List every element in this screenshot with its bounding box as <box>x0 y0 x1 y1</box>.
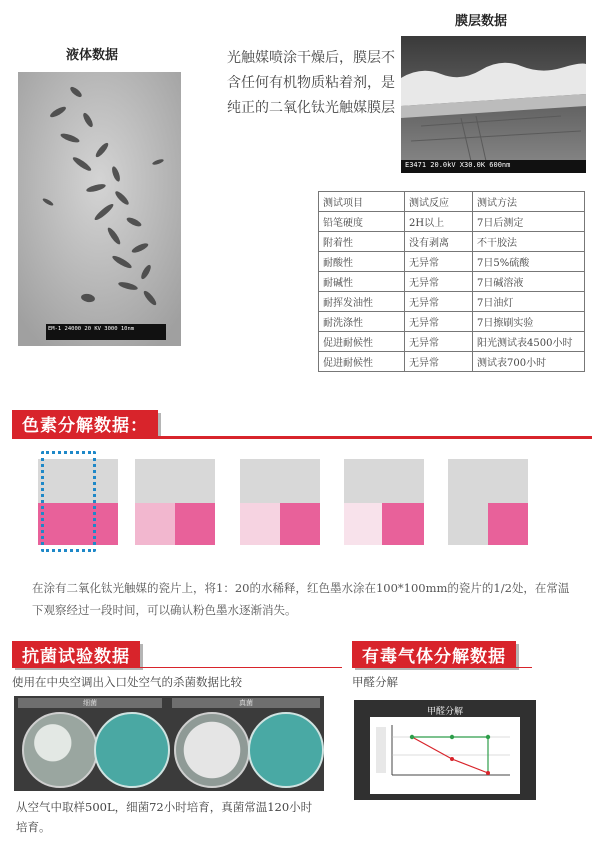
antibacterial-description: 从空气中取样500L，细菌72小时培育，真菌常温120小时培育。 <box>16 800 313 834</box>
antibacterial-banner: 抗菌试验数据 <box>12 641 140 667</box>
formaldehyde-chart-plot <box>370 717 520 794</box>
table-cell: 无异常 <box>405 252 473 272</box>
table-cell: 无异常 <box>405 312 473 332</box>
toxic-gas-divider <box>352 667 532 668</box>
table-cell: 无异常 <box>405 292 473 312</box>
film-data-title: 膜层数据 <box>455 14 508 29</box>
bacteria-label: 细菌 <box>18 698 162 708</box>
table-row <box>319 212 585 232</box>
petri-dish-panel <box>14 696 324 791</box>
film-sem-image <box>401 36 586 173</box>
formaldehyde-chart-title: 甲醛分解 <box>426 707 463 717</box>
toxic-gas-banner: 有毒气体分解数据 <box>352 641 516 667</box>
table-row <box>319 232 585 252</box>
film-description: 光触媒喷涂干燥后，膜层不含任何有机物质粘着剂，是纯正的二氧化钛光触媒膜层 <box>227 50 395 116</box>
table-cell: 铅笔硬度 <box>319 212 405 232</box>
table-cell: 7日5%硫酸 <box>473 252 585 272</box>
bacteria-dish-treated <box>94 712 170 788</box>
table-row <box>319 312 585 332</box>
table-cell: 测试项目 <box>319 192 405 212</box>
table-cell: 耐挥发油性 <box>319 292 405 312</box>
table-cell: 无异常 <box>405 272 473 292</box>
table-cell: 不干胶法 <box>473 232 585 252</box>
table-cell: 测试反应 <box>405 192 473 212</box>
table-cell: 耐洗涤性 <box>319 312 405 332</box>
liquid-data-title: 液体数据 <box>66 48 119 63</box>
table-row <box>319 332 585 352</box>
pigment-divider <box>12 436 592 439</box>
table-cell: 无异常 <box>405 352 473 372</box>
table-row <box>319 292 585 312</box>
fungi-label: 真菌 <box>172 698 320 708</box>
fungi-dish-control <box>174 712 250 788</box>
film-scale-label: E3471 20.0kV X30.0K 600nm <box>405 161 511 169</box>
table-cell: 阳光测试表4500小时 <box>473 332 585 352</box>
toxic-gas-subtitle: 甲醛分解 <box>352 675 398 689</box>
table-header-row <box>319 192 585 212</box>
table-cell: 测试表700小时 <box>473 352 585 372</box>
table-cell: 耐碱性 <box>319 272 405 292</box>
liquid-scale-label: EM-1 24000 20 KV 3000 10nm <box>48 326 135 332</box>
table-row <box>319 352 585 372</box>
table-cell: 无异常 <box>405 332 473 352</box>
table-row <box>319 272 585 292</box>
table-row <box>319 252 585 272</box>
antibacterial-subtitle: 使用在中央空调出入口处空气的杀菌数据比较 <box>12 675 242 689</box>
pigment-description: 在涂有二氧化钛光触媒的瓷片上，将1：20的水稀释，红色墨水涂在100*100mm的瓷片的1/2处，在常温下观察经过一段时间，可以确认粉色墨水逐渐消失。 <box>32 581 570 617</box>
table-cell: 耐酸性 <box>319 252 405 272</box>
antibacterial-divider <box>12 667 342 668</box>
table-cell: 没有剥离 <box>405 232 473 252</box>
table-cell: 附着性 <box>319 232 405 252</box>
table-cell: 促进耐候性 <box>319 332 405 352</box>
highlight-dotted-frame <box>41 451 96 552</box>
pigment-tile-4 <box>344 459 424 545</box>
formaldehyde-chart <box>354 700 536 800</box>
table-cell: 7日碱溶液 <box>473 272 585 292</box>
test-results-table <box>318 191 585 372</box>
table-cell: 7日擦刷实验 <box>473 312 585 332</box>
pigment-tile-5 <box>448 459 528 545</box>
table-cell: 测试方法 <box>473 192 585 212</box>
table-cell: 7日油灯 <box>473 292 585 312</box>
table-cell: 促进耐候性 <box>319 352 405 372</box>
pigment-tile-2 <box>135 459 215 545</box>
liquid-tem-image <box>18 72 181 346</box>
pigment-tile-3 <box>240 459 320 545</box>
fungi-dish-treated <box>248 712 324 788</box>
table-cell: 2H以上 <box>405 212 473 232</box>
pigment-banner: 色素分解数据： <box>12 410 158 436</box>
table-cell: 7日后测定 <box>473 212 585 232</box>
bacteria-dish-control <box>22 712 98 788</box>
